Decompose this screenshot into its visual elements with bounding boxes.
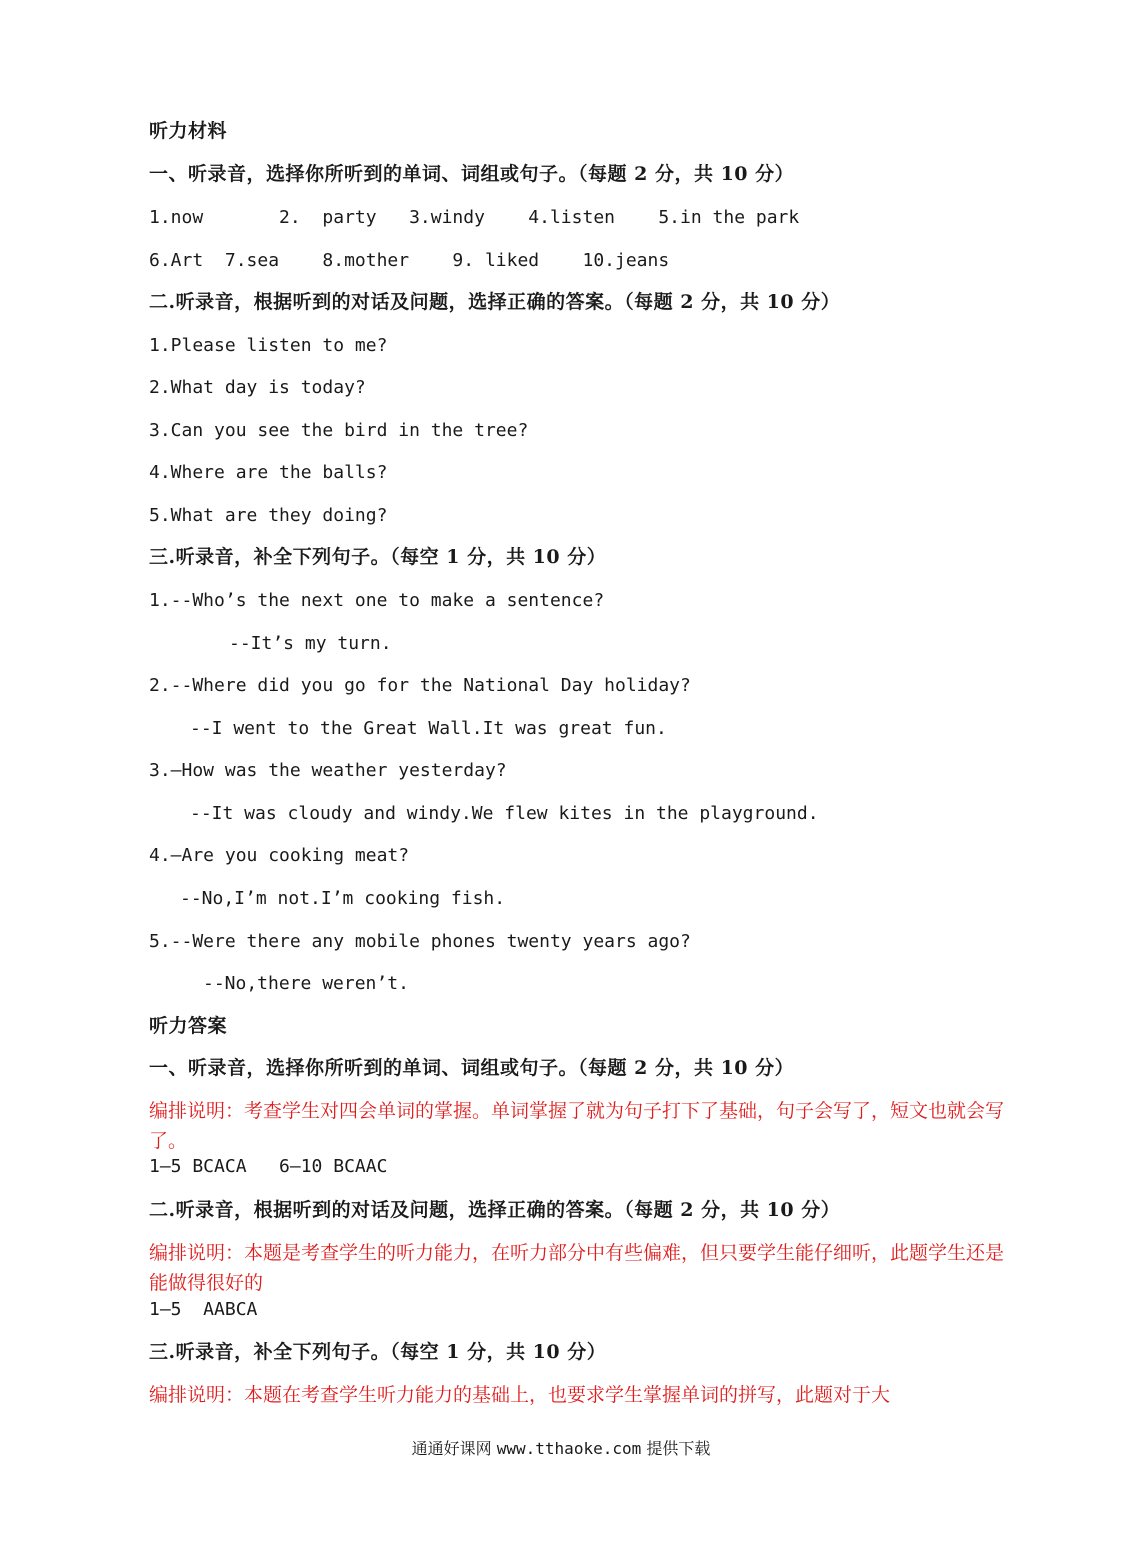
dialogue-question: 1.--Who’s the next one to make a sentence? xyxy=(149,590,605,611)
section-title-answers: 听力答案 xyxy=(149,1015,228,1037)
page-footer xyxy=(0,1436,1122,1459)
part3-heading: 三.听录音，补全下列句子。（每空 1 分，共 10 分） xyxy=(149,546,607,568)
answer-part2-note: 编排说明：本题是考查学生的听力能力，在听力部分中有些偏难，但只要学生能仔细听，此题学生还是能做得很好的 xyxy=(149,1242,1005,1294)
answer-part2-key: 1—5 AABCA xyxy=(149,1299,258,1320)
dialogue-question: 4.—Are you cooking meat? xyxy=(149,845,410,866)
answer-part2-heading: 二.听录音，根据听到的对话及问题，选择正确的答案。（每题 2 分，共 10 分） xyxy=(149,1199,841,1221)
dialogue-answer: --No,there weren’t. xyxy=(203,973,409,994)
part2-item: 1.Please listen to me? xyxy=(149,335,388,356)
answer-part1-key: 1—5 BCACA 6—10 BCAAC xyxy=(149,1156,388,1177)
part2-item: 3.Can you see the bird in the tree? xyxy=(149,420,529,441)
footer-suffix: 提供下载 xyxy=(646,1439,711,1458)
answer-part3-heading: 三.听录音，补全下列句子。（每空 1 分，共 10 分） xyxy=(149,1341,607,1363)
part2-item: 5.What are they doing? xyxy=(149,505,388,526)
dialogue-answer: --It was cloudy and windy.We flew kites in the playground. xyxy=(190,803,819,824)
answer-part1-note: 编排说明：考查学生对四会单词的掌握。单词掌握了就为句子打下了基础，句子会写了，短文也就会写了。 xyxy=(149,1100,1005,1152)
dialogue-answer: --It’s my turn. xyxy=(229,633,392,654)
footer-url[interactable]: www.tthaoke.com xyxy=(496,1439,642,1458)
answer-part3-note: 编排说明：本题在考查学生听力能力的基础上，也要求学生掌握单词的拼写，此题对于大 xyxy=(149,1384,891,1406)
section-title-listening-material: 听力材料 xyxy=(149,120,228,142)
part1-word-row: 1.now 2. party 3.windy 4.listen 5.in the park xyxy=(149,207,800,228)
part2-item: 4.Where are the balls? xyxy=(149,462,388,483)
part1-heading: 一、听录音，选择你所听到的单词、词组或句子。（每题 2 分，共 10 分） xyxy=(149,163,795,185)
answer-part1-heading: 一、听录音，选择你所听到的单词、词组或句子。（每题 2 分，共 10 分） xyxy=(149,1057,795,1079)
dialogue-question: 5.--Were there any mobile phones twenty years ago? xyxy=(149,931,691,952)
footer-site-name: 通通好课网 xyxy=(411,1439,492,1458)
dialogue-question: 3.—How was the weather yesterday? xyxy=(149,760,507,781)
dialogue-answer: --No,I’m not.I’m cooking fish. xyxy=(180,888,506,909)
dialogue-answer: --I went to the Great Wall.It was great fun. xyxy=(190,718,667,739)
part2-item: 2.What day is today? xyxy=(149,377,366,398)
part1-word-row: 6.Art 7.sea 8.mother 9. liked 10.jeans xyxy=(149,250,670,271)
dialogue-question: 2.--Where did you go for the National Day holiday? xyxy=(149,675,691,696)
part2-heading: 二.听录音，根据听到的对话及问题，选择正确的答案。（每题 2 分，共 10 分） xyxy=(149,291,841,313)
